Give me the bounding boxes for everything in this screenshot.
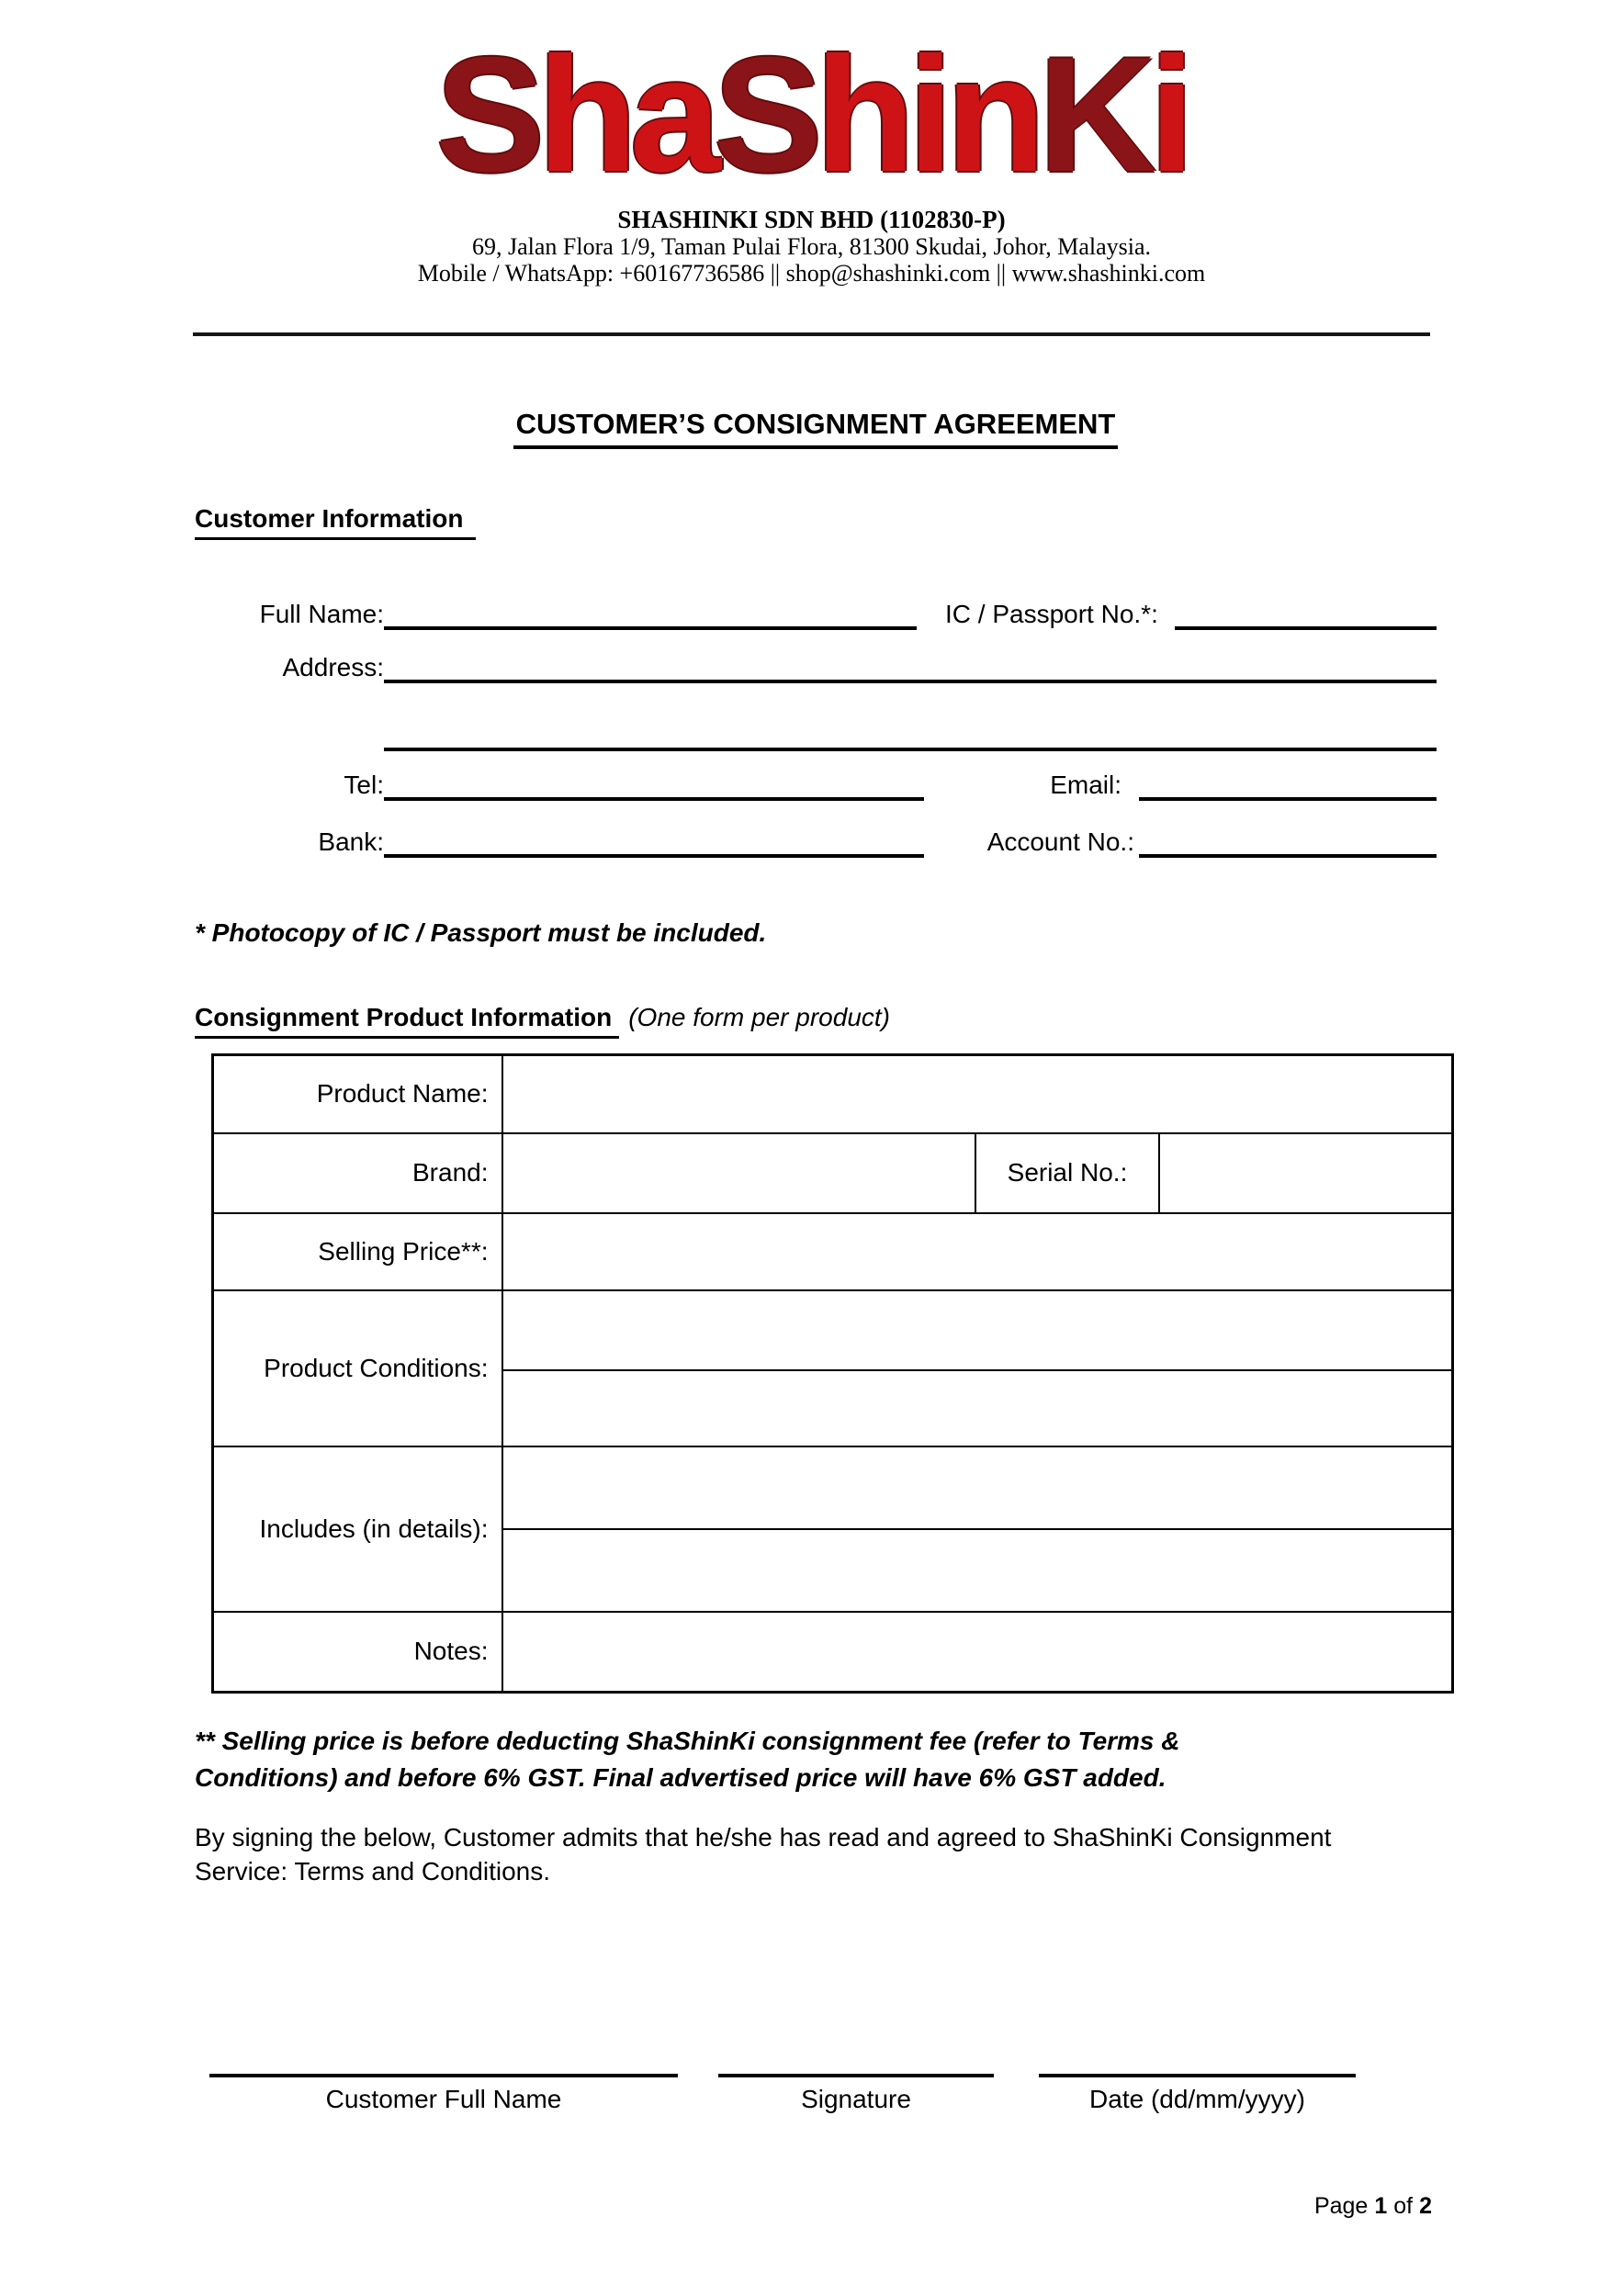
address-input-line-2[interactable] <box>384 744 1437 751</box>
includes-value-cell-1[interactable] <box>502 1446 1453 1529</box>
product-conditions-value-cell-2[interactable] <box>502 1370 1453 1446</box>
product-name-value-cell[interactable] <box>502 1055 1453 1133</box>
selling-price-value-cell[interactable] <box>502 1213 1453 1290</box>
table-row <box>213 1290 1453 1370</box>
logo-segment: S <box>713 23 816 206</box>
serial-no-label: Serial No.: <box>975 1133 1159 1213</box>
logo-segment: hin <box>815 23 1039 206</box>
table-row <box>213 1133 1453 1213</box>
photocopy-note: * Photocopy of IC / Passport must be included. <box>195 918 767 947</box>
address-label: Address: <box>282 653 384 681</box>
customer-name-signature-label: Customer Full Name <box>325 2085 562 2113</box>
account-no-input-line[interactable] <box>1139 827 1437 858</box>
signature-label: Signature <box>801 2085 911 2113</box>
date-label: Date (dd/mm/yyyy) <box>1089 2085 1305 2113</box>
date-line[interactable] <box>1039 2072 1356 2077</box>
tel-email-row <box>195 770 1437 801</box>
bank-input-line[interactable] <box>384 827 924 858</box>
brand-label: Brand: <box>213 1133 502 1213</box>
account-no-label: Account No.: <box>986 827 1134 856</box>
selling-price-label: Selling Price**: <box>213 1213 502 1290</box>
product-table <box>211 1053 1454 1694</box>
table-row <box>213 1055 1453 1133</box>
selling-price-footnote: ** Selling price is before deducting ShaShinKi consignment fee (refer to Terms & Conditions) and before 6% GST. Final advertised price will have 6% GST added. <box>195 1727 1180 1792</box>
product-heading-note: (One form per product) <box>628 1003 890 1031</box>
product-conditions-label: Product Conditions: <box>213 1290 502 1446</box>
customer-information-heading: Customer Information <box>195 504 476 540</box>
letterhead <box>0 0 1623 287</box>
company-address: 69, Jalan Flora 1/9, Taman Pulai Flora, 81300 Skudai, Johor, Malaysia. <box>471 233 1152 260</box>
logo-segment: S <box>435 23 538 206</box>
total-pages: 2 <box>1419 2193 1432 2219</box>
ic-passport-label: IC / Passport No.*: <box>945 600 1158 628</box>
company-contact: Mobile / WhatsApp: +60167736586 || shop@shashinki.com || www.shashinki.com <box>417 260 1206 287</box>
tel-input-line[interactable] <box>384 770 924 801</box>
full-name-input-line[interactable] <box>384 599 917 630</box>
logo-segment: ha <box>537 23 714 206</box>
product-conditions-value-cell-1[interactable] <box>502 1290 1453 1370</box>
bank-label: Bank: <box>318 827 384 856</box>
of-word: of <box>1393 2193 1414 2219</box>
address-row <box>195 652 1437 683</box>
full-name-label: Full Name: <box>259 600 384 628</box>
signature-section <box>209 2072 1437 2114</box>
table-row <box>213 1446 1453 1529</box>
serial-no-value-cell[interactable] <box>1159 1133 1453 1213</box>
page-number-footer <box>1314 2193 1432 2220</box>
page-word: Page <box>1313 2193 1369 2219</box>
full-name-row <box>195 599 1437 630</box>
logo-segment: i <box>1149 23 1188 206</box>
address-input-line[interactable] <box>384 652 1437 683</box>
notes-value-cell[interactable] <box>502 1612 1453 1693</box>
tel-label: Tel: <box>344 771 384 799</box>
includes-label: Includes (in details): <box>213 1446 502 1612</box>
document-title: CUSTOMER’S CONSIGNMENT AGREEMENT <box>513 408 1119 449</box>
product-information-heading: Consignment Product Information <box>195 1003 619 1039</box>
customer-name-signature-line[interactable] <box>209 2072 678 2077</box>
header-divider <box>193 332 1430 336</box>
company-name: SHASHINKI SDN BHD (1102830-P) <box>617 206 1006 233</box>
signature-line[interactable] <box>718 2072 994 2077</box>
address-row-2 <box>195 744 1437 751</box>
includes-value-cell-2[interactable] <box>502 1529 1453 1612</box>
brand-value-cell[interactable] <box>502 1133 975 1213</box>
logo-segment: K <box>1038 23 1150 206</box>
agreement-paragraph: By signing the below, Customer admits that he/she has read and agreed to ShaShinKi Consignment Service: Terms and Conditions. <box>195 1823 1332 1885</box>
bank-account-row <box>195 827 1437 858</box>
page-number: 1 <box>1374 2193 1388 2219</box>
email-input-line[interactable] <box>1139 770 1437 801</box>
notes-label: Notes: <box>213 1612 502 1693</box>
shashinki-logo <box>0 23 1623 206</box>
ic-passport-input-line[interactable] <box>1175 599 1437 630</box>
table-row <box>213 1213 1453 1290</box>
email-label: Email: <box>1050 771 1121 799</box>
product-name-label: Product Name: <box>213 1055 502 1133</box>
table-row <box>213 1612 1453 1693</box>
